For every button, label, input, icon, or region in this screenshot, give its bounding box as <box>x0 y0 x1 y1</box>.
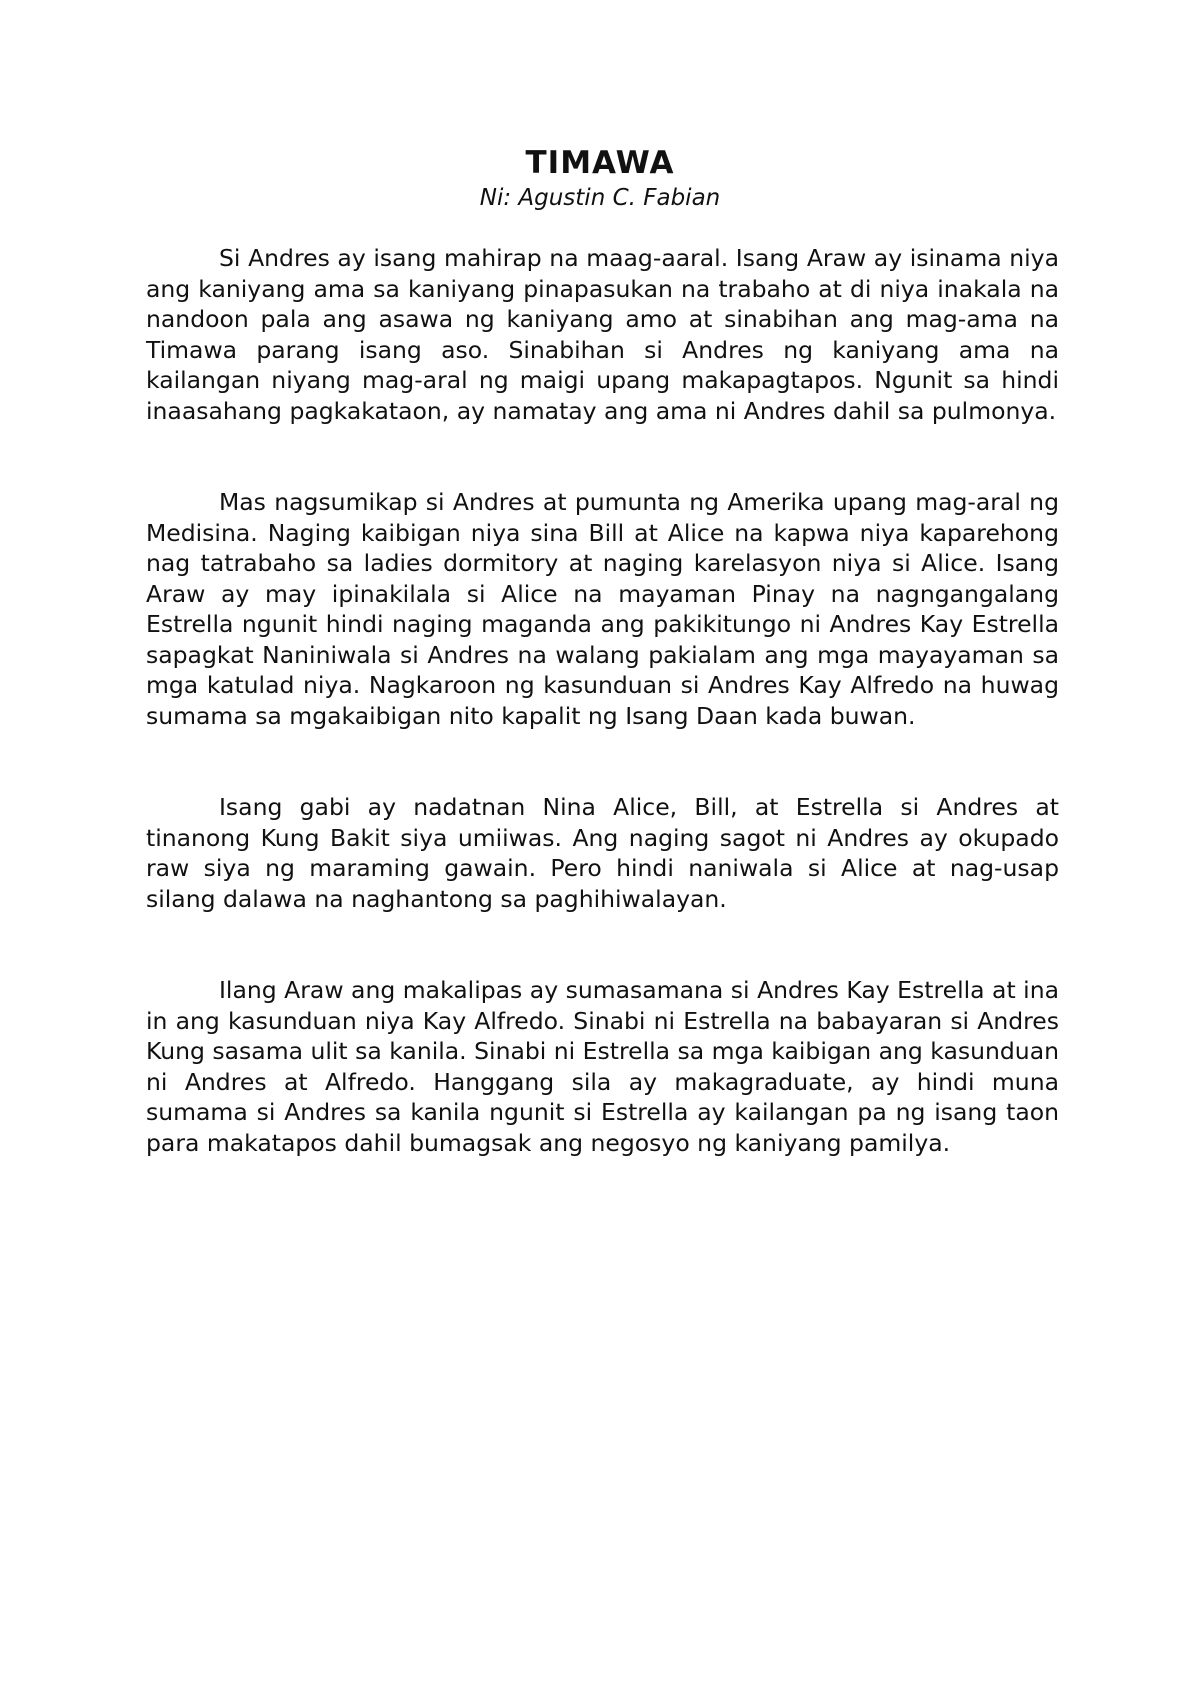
paragraph-4: Ilang Araw ang makalipas ay sumasamana si Andres Kay Estrella at ina in ang kasunduan niya Kay Alfredo. Sinabi ni Estrella na babayaran si Andres Kung sasama ulit sa kanila. Sinabi ni Estrella sa mga kaibigan ang kasunduan ni Andres at Alfredo. Hanggang sila ay makagraduate, ay hindi muna sumama si Andres sa kanila ngunit si Estrella ay kailangan pa ng isang taon para makatapos dahil bumagsak ang negosyo ng kaniyang pamilya. <box>146 976 1059 1157</box>
document-title: TIMAWA <box>525 145 675 181</box>
document-author: Ni: Agustin C. Fabian <box>479 185 721 211</box>
paragraph-3: Isang gabi ay nadatnan Nina Alice, Bill, at Estrella si Andres at tinanong Kung Bakit siya umiiwas. Ang naging sagot ni Andres ay okupado raw siya ng maraming gawain. Pero hindi naniwala si Alice at nag-usap silang dalawa na naghantong sa paghihiwalayan. <box>146 793 1059 913</box>
paragraph-1: Si Andres ay isang mahirap na maag-aaral. Isang Araw ay isinama niya ang kaniyang ama sa kaniyang pinapasukan na trabaho at di niya inakala na nandoon pala ang asawa ng kaniyang amo at sinabihan ang mag-ama na Timawa parang isang aso. Sinabihan si Andres ng kaniyang ama na kailangan niyang mag-aral ng maigi upang makapagtapos. Ngunit sa hindi inaasahang pagkakataon, ay namatay ang ama ni Andres dahil sa pulmonya. <box>146 244 1059 425</box>
paragraph-2: Mas nagsumikap si Andres at pumunta ng Amerika upang mag-aral ng Medisina. Naging kaibigan niya sina Bill at Alice na kapwa niya kaparehong nag tatrabaho sa ladies dormitory at naging karelasyon niya si Alice. Isang Araw ay may ipinakilala si Alice na mayaman Pinay na nagngangalang Estrella ngunit hindi naging maganda ang pakikitungo ni Andres Kay Estrella sapagkat Naniniwala si Andres na walang pakialam ang mga mayayaman sa mga katulad niya. Nagkaroon ng kasunduan si Andres Kay Alfredo na huwag sumama sa mgakaibigan nito kapalit ng Isang Daan kada buwan. <box>146 488 1059 730</box>
document-body <box>146 243 1059 1158</box>
